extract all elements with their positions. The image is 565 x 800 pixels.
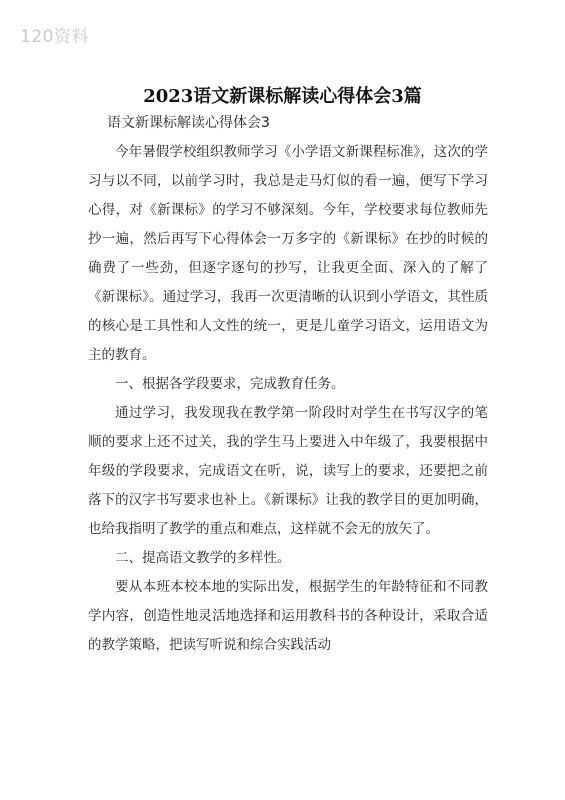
watermark: 120资料	[20, 27, 89, 47]
document-subtitle: 语文新课标解读心得体会3	[107, 115, 270, 131]
document-body	[88, 138, 488, 660]
section-heading-1: 一、根据各学段要求，完成教育任务。	[115, 376, 345, 392]
paragraph-section-1: 通过学习，我发现我在教学第一阶段时对学生在书写汉字的笔顺的要求上还不过关，我的学生马上要进入中年级了，我要根据中年级的学段要求，完成语文在听，说，读写上的要求，还要把之前落下的汉字书写要求也补上。《新课标》让我的教学目的更加明确，也给我指明了教学的重点和难点，这样就不会无的放矢了。	[88, 405, 488, 537]
section-heading-2: 二、提高语文教学的多样性。	[115, 550, 291, 566]
paragraph-section-2: 要从本班本校本地的实际出发，根据学生的年龄特征和不同教学内容，创造性地灵活地选择和运用教科书的各种设计，采取合适的教学策略，把读写听说和综合实践活动	[88, 579, 488, 653]
document-title: 2023语文新课标解读心得体会3篇	[143, 86, 422, 107]
paragraph-intro: 今年暑假学校组织教师学习《小学语文新课程标准》，这次的学习与以不同，以前学习时，我总是走马灯似的看一遍，便写下学习心得，对《新课标》的学习不够深刻。今年，学校要求每位教师先抄一遍，然后再写下心得体会一万多字的《新课标》在抄的时候的确费了一些劲，但逐字逐句的抄写，让我更全面、深入的了解了《新课标》。通过学习，我再一次更清晰的认识到小学语文，其性质的核心是工具性和人文性的统一，更是儿童学习语文，运用语文为主的教育。	[88, 144, 488, 363]
